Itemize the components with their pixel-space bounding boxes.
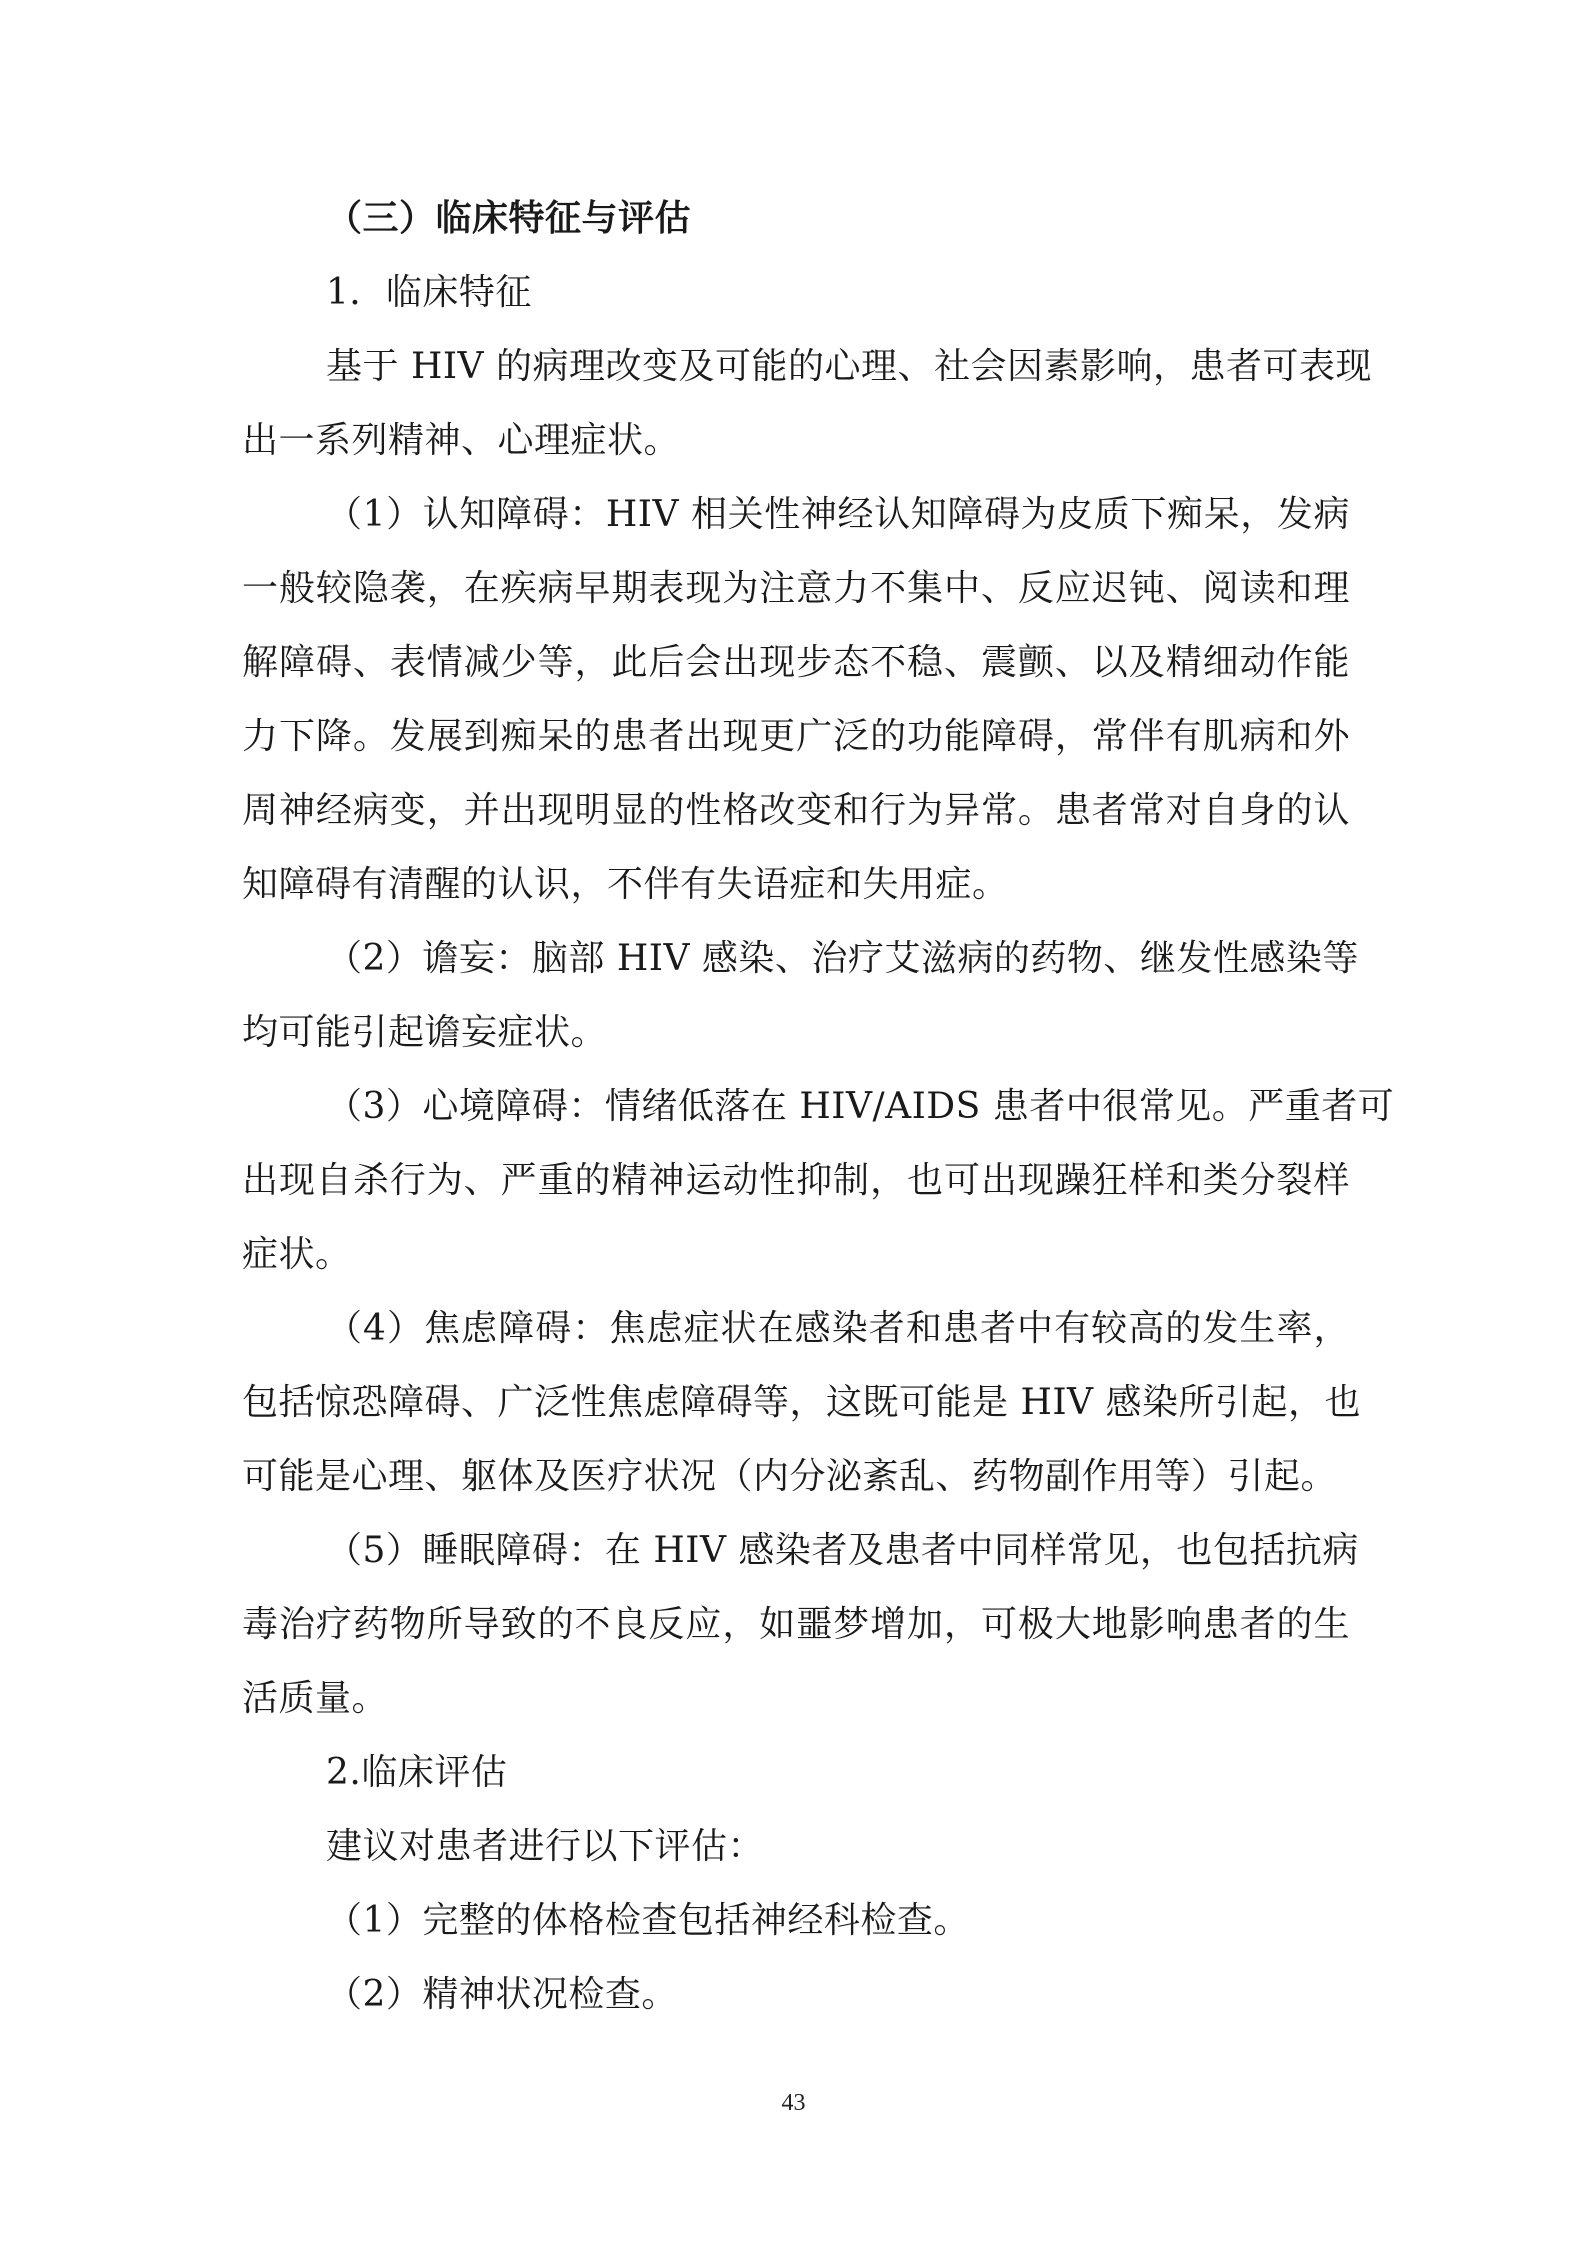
paragraph-line: 活质量。	[242, 1678, 389, 1719]
paragraph-line: （3）心境障碍：情绪低落在 HIV/AIDS 患者中很常见。严重者可	[326, 1086, 1395, 1127]
paragraph-line: 症状。	[242, 1234, 352, 1275]
paragraph-line: 一般较隐袭，在疾病早期表现为注意力不集中、反应迟钝、阅读和理	[242, 568, 1350, 609]
paragraph-line: 出一系列精神、心理症状。	[242, 420, 681, 461]
item-anxiety-disorder	[242, 1292, 1362, 1514]
paragraph-line: （1）认知障碍：HIV 相关性神经认知障碍为皮质下痴呆，发病	[326, 494, 1350, 535]
item-sleep-disorder	[242, 1514, 1359, 1736]
item-delirium	[242, 922, 1359, 1070]
assessment-intro: 建议对患者进行以下评估：	[326, 1826, 765, 1867]
paragraph-line: 力下降。发展到痴呆的患者出现更广泛的功能障碍，常伴有肌病和外	[242, 716, 1350, 757]
paragraph-line: 包括惊恐障碍、广泛性焦虑障碍等，这既可能是 HIV 感染所引起，也	[242, 1382, 1362, 1423]
assessment-item: （1）完整的体格检查包括神经科检查。	[326, 1900, 970, 1941]
paragraph-line: 解障碍、表情减少等，此后会出现步态不稳、震颤、以及精细动作能	[242, 642, 1350, 683]
paragraph-line: （4）焦虑障碍：焦虑症状在感染者和患者中有较高的发生率，	[326, 1308, 1350, 1349]
item-cognitive-impairment	[242, 478, 1350, 922]
paragraph-line: （2）谵妄：脑部 HIV 感染、治疗艾滋病的药物、继发性感染等	[326, 938, 1359, 979]
subsection-title-clinical-assessment: 2.临床评估	[326, 1752, 508, 1793]
paragraph-line: 毒治疗药物所导致的不良反应，如噩梦增加，可极大地影响患者的生	[242, 1604, 1350, 1645]
subsection-title-clinical-features: 1．临床特征	[326, 272, 532, 313]
paragraph-line: 基于 HIV 的病理改变及可能的心理、社会因素影响，患者可表现	[326, 346, 1373, 387]
paragraph-line: 可能是心理、躯体及医疗状况（内分泌紊乱、药物副作用等）引起。	[242, 1456, 1338, 1497]
section-heading: （三）临床特征与评估	[326, 198, 692, 239]
paragraph-line: （5）睡眠障碍：在 HIV 感染者及患者中同样常见，也包括抗病	[326, 1530, 1359, 1571]
item-mood-disorder	[242, 1070, 1395, 1292]
paragraph-line: 周神经病变，并出现明显的性格改变和行为异常。患者常对自身的认	[242, 790, 1350, 831]
intro-paragraph	[242, 330, 1373, 478]
assessment-item: （2）精神状况检查。	[326, 1974, 678, 2015]
paragraph-line: 出现自杀行为、严重的精神运动性抑制，也可出现躁狂样和类分裂样	[242, 1160, 1350, 1201]
page-body	[242, 182, 1395, 2032]
paragraph-line: 均可能引起谵妄症状。	[242, 1012, 608, 1053]
paragraph-line: 知障碍有清醒的认识，不伴有失语症和失用症。	[242, 864, 1009, 905]
page-number: 43	[781, 2090, 806, 2116]
